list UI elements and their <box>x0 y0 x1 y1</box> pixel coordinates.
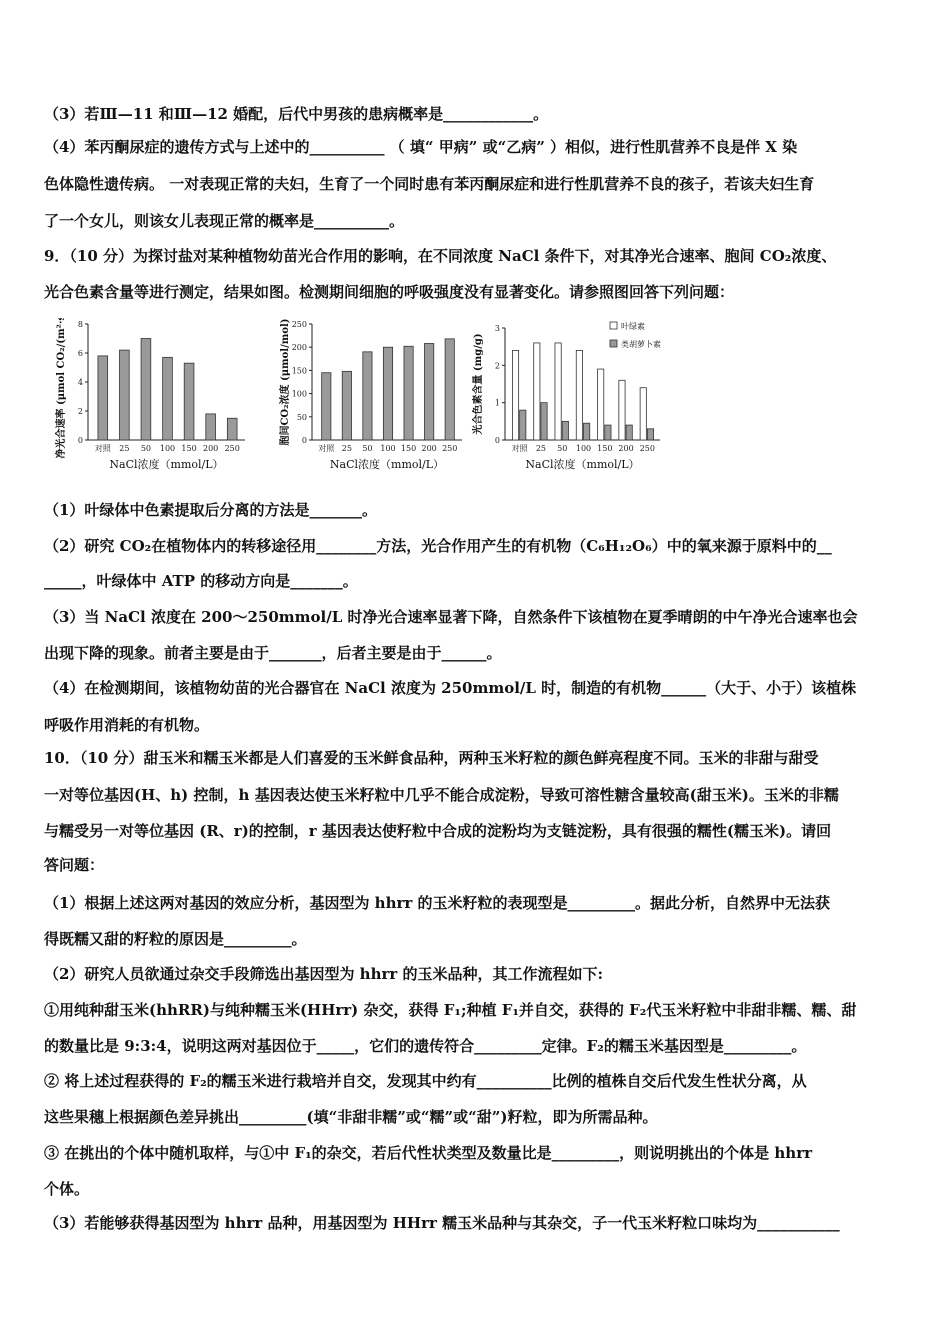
text-line: （2）研究人员欲通过杂交手段筛选出基因型为 hhrr 的玉米品种，其工作流程如下: <box>44 965 604 983</box>
bar-carotenoid <box>562 421 568 440</box>
x-axis-label: NaCl浓度（mmol/L） <box>525 458 640 471</box>
y-tick-label: 250 <box>291 320 307 329</box>
y-tick-label: 4 <box>77 378 83 387</box>
bar-chlorophyll <box>598 369 604 440</box>
y-tick-label: 0 <box>494 436 500 445</box>
x-tick-label: 50 <box>140 444 152 453</box>
text-line: （1）叶绿体中色素提取后分离的方法是_______。 <box>44 501 377 519</box>
y-tick-label: 3 <box>494 324 500 333</box>
x-tick-label: 对照 <box>318 444 335 453</box>
text-line: 答问题： <box>44 856 105 874</box>
text-line: 与糯受另一对等位基因 (R、r)的控制，r 基因表达使籽粒中合成的淀粉均为支链淀粉，具有很强的糯性(糯玉米)。请回 <box>44 822 832 840</box>
chart-figure <box>50 318 690 480</box>
bar-chlorophyll <box>576 350 582 440</box>
x-tick-label: 250 <box>442 444 458 453</box>
bar-chlorophyll <box>555 343 561 440</box>
text-line: （4）苯丙酮尿症的遗传方式与上述中的__________ （ 填“ 甲病” 或“乙病” ）相似，进行性肌营养不良是伴 X 染 <box>44 138 798 156</box>
text-line: _____，叶绿体中 ATP 的移动方向是_______。 <box>44 572 358 590</box>
text-line: 色体隐性遗传病。 一对表现正常的夫妇，生育了一个同时患有苯丙酮尿症和进行性肌营养不良的孩子，若该夫妇生育 <box>44 175 815 193</box>
legend-swatch <box>610 340 617 347</box>
chart-svg <box>50 318 690 480</box>
y-tick-label: 6 <box>77 349 83 358</box>
y-tick-label: 50 <box>296 412 307 422</box>
x-tick-label: 50 <box>362 444 373 453</box>
text-line: （3）当 NaCl 浓度在 200～250mmol/L 时净光合速率显著下降，自然条件下该植物在夏季晴朗的中午净光合速率也会 <box>44 608 858 626</box>
x-tick-label: 100 <box>159 444 176 453</box>
x-axis-label: NaCl浓度（mmol/L） <box>329 458 445 471</box>
x-tick-label: 250 <box>639 444 655 453</box>
bar-chlorophyll <box>640 388 646 440</box>
bar-carotenoid <box>541 403 547 440</box>
text-line: （4）在检测期间，该植物幼苗的光合器官在 NaCl 浓度为 250mmol/L 时，制造的有机物______（大于、小于）该植株 <box>44 679 857 697</box>
x-axis-label: NaCl浓度（mmol/L） <box>109 458 224 471</box>
x-tick-label: 200 <box>618 444 634 453</box>
x-tick-label: 250 <box>224 444 240 453</box>
text-line: 9．（10 分）为探讨盐对某种植物幼苗光合作用的影响，在不同浓度 NaCl 条件下，对其净光合速率、胞间 CO₂浓度、 <box>44 247 837 265</box>
x-tick-label: 对照 <box>94 444 111 453</box>
text-line: 了一个女儿，则该女儿表现正常的概率是__________。 <box>44 212 405 230</box>
y-tick-label: 0 <box>301 436 307 445</box>
x-tick-label: 150 <box>400 444 417 453</box>
text-line: 呼吸作用消耗的有机物。 <box>44 716 210 734</box>
bar <box>342 371 351 440</box>
text-line: （2）研究 CO₂在植物体内的转移途径用________方法，光合作用产生的有机物（C₆H₁₂O₆）中的氧来源于原料中的__ <box>44 537 832 555</box>
bar-chlorophyll <box>512 350 518 440</box>
x-tick-label: 150 <box>181 444 197 453</box>
bar <box>363 352 372 440</box>
x-tick-label: 25 <box>119 444 130 453</box>
text-line: （3）若能够获得基因型为 hhrr 品种，用基因型为 HHrr 糯玉米品种与其杂交，子一代玉米籽粒口味均为___________ <box>44 1214 840 1232</box>
y-axis-label: 净光合速率 (μmol CO₂/(m²·s)) <box>56 318 67 459</box>
bar-carotenoid <box>520 410 526 440</box>
bar <box>141 339 151 441</box>
bar <box>383 347 392 440</box>
y-tick-label: 150 <box>291 366 307 376</box>
text-line: ①用纯种甜玉米(hhRR)与纯种糯玉米(HHrr) 杂交，获得 F₁;种植 F₁并自交，获得的 F₂代玉米籽粒中非甜非糯、糯、甜 <box>44 1001 857 1019</box>
bar-carotenoid <box>647 429 653 440</box>
text-line: （3）若Ⅲ—11 和Ⅲ—12 婚配，后代中男孩的患病概率是____________。 <box>44 105 549 123</box>
y-tick-label: 100 <box>291 389 307 399</box>
y-axis-label: 胞间CO₂浓度 (μmol/mol) <box>280 318 291 446</box>
x-tick-label: 25 <box>535 444 547 453</box>
y-tick-label: 8 <box>77 320 83 329</box>
x-tick-label: 100 <box>575 444 592 453</box>
legend-label: 类胡萝卜素 <box>621 340 661 349</box>
text-line: 的数量比是 9:3:4，说明这两对基因位于_____，它们的遗传符合_________定律。F₂的糯玉米基因型是_________。 <box>44 1037 807 1055</box>
text-line: ② 将上述过程获得的 F₂的糯玉米进行栽培并自交，发现其中约有__________比例的植株自交后代发生性状分离，从 <box>44 1072 807 1090</box>
y-tick-label: 2 <box>494 361 500 371</box>
bar-chlorophyll <box>619 380 625 440</box>
text-line: 个体。 <box>44 1180 90 1198</box>
text-line: ③ 在挑出的个体中随机取样，与①中 F₁的杂交，若后代性状类型及数量比是_________，则说明挑出的个体是 hhrr <box>44 1144 813 1162</box>
y-tick-label: 2 <box>77 407 83 416</box>
x-tick-label: 对照 <box>511 444 528 453</box>
bar <box>98 356 108 440</box>
bar <box>163 357 173 440</box>
bar-carotenoid <box>605 425 611 440</box>
y-tick-label: 0 <box>77 436 83 445</box>
x-tick-label: 50 <box>557 444 568 453</box>
text-line: 10．（10 分）甜玉米和糯玉米都是人们喜爱的玉米鲜食品种，两种玉米籽粒的颜色鲜亮程度不同。玉米的非甜与甜受 <box>44 749 819 767</box>
text-line: （1）根据上述这两对基因的效应分析，基因型为 hhrr 的玉米籽粒的表现型是_________。据此分析，自然界中无法获 <box>44 894 831 912</box>
bar-chlorophyll <box>534 343 540 440</box>
y-tick-label: 200 <box>291 343 307 353</box>
bar <box>184 363 194 440</box>
x-tick-label: 25 <box>341 444 352 453</box>
legend-swatch <box>610 322 617 329</box>
x-tick-label: 200 <box>421 444 437 453</box>
bar-carotenoid <box>584 423 590 440</box>
bar <box>404 346 413 440</box>
bar <box>227 418 237 440</box>
x-tick-label: 100 <box>380 444 396 453</box>
bar <box>120 350 130 440</box>
text-line: 出现下降的现象。前者主要是由于_______，后者主要是由于______。 <box>44 644 502 662</box>
x-tick-label: 150 <box>597 444 613 453</box>
bar <box>322 373 331 440</box>
bar <box>206 414 216 440</box>
bar <box>425 343 434 440</box>
bar <box>445 339 454 440</box>
bar-carotenoid <box>626 425 632 440</box>
text-line: 得既糯又甜的籽粒的原因是_________。 <box>44 930 307 948</box>
text-line: 这些果穗上根据颜色差异挑出_________(填“非甜非糯”或“糯”或“甜”)籽粒，即为所需品种。 <box>44 1108 658 1126</box>
y-tick-label: 1 <box>494 398 500 408</box>
y-axis-label: 光合色素含量 (mg/g) <box>473 333 484 435</box>
legend-label: 叶绿素 <box>621 322 645 331</box>
x-tick-label: 200 <box>203 444 219 453</box>
text-line: 一对等位基因(H、h) 控制，h 基因表达使玉米籽粒中几乎不能合成淀粉，导致可溶性糖含量较高(甜玉米)。玉米的非糯 <box>44 786 839 804</box>
text-line: 光合色素含量等进行测定，结果如图。检测期间细胞的呼吸强度没有显著变化。请参照图回答下列问题： <box>44 283 735 301</box>
